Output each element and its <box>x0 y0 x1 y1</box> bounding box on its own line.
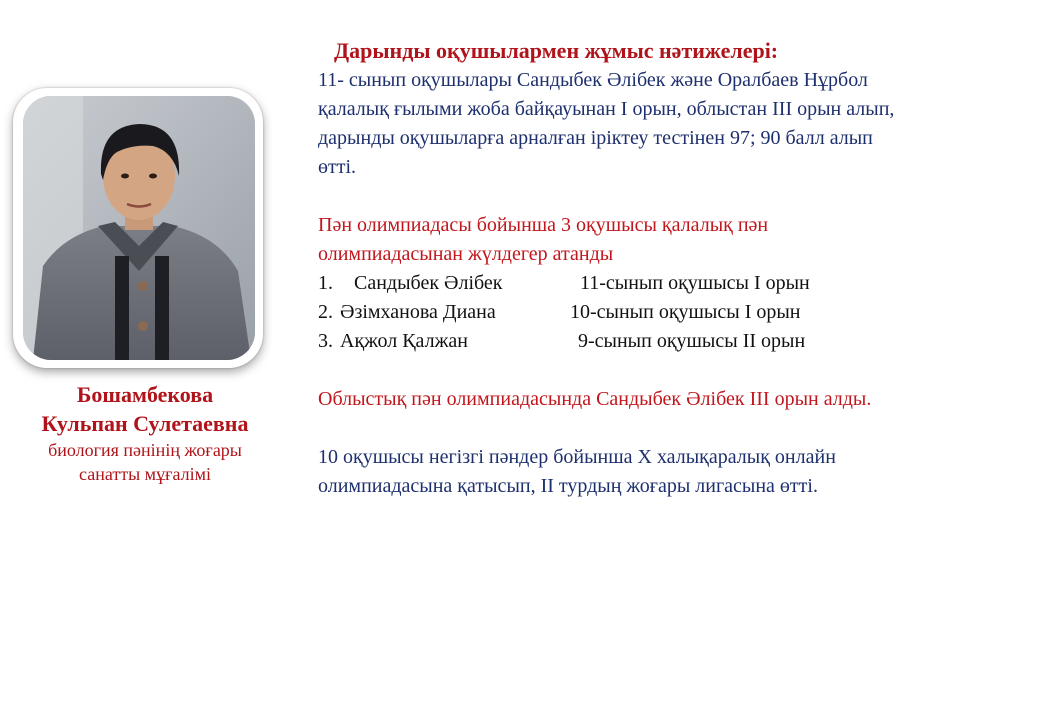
paragraph-line: олимпиадасына қатысып, ІІ турдың жоғары лигасына өтті. <box>318 475 818 497</box>
list-item <box>318 327 1028 356</box>
teacher-photo <box>23 96 255 360</box>
winner-number: 2. <box>318 301 333 323</box>
paragraph-line: 10 оқушысы негізгі пәндер бойынша Х халықаралық онлайн <box>318 446 836 468</box>
teacher-role-line1: биология пәнінің жоғары <box>48 440 242 460</box>
paragraph-research-results <box>318 66 1028 182</box>
paragraph-olympiad-intro <box>318 211 1028 269</box>
winner-name: Әзімханова Диана <box>340 301 496 323</box>
winner-number: 1. <box>318 272 333 294</box>
paragraph-regional-olympiad: Облыстық пән олимпиадасында Сандыбек Әлібек ІІІ орын алды. <box>318 388 872 410</box>
results-content <box>318 36 1028 501</box>
teacher-photo-frame <box>13 88 263 368</box>
winner-result: 9-сынып оқушысы ІІ орын <box>578 330 806 352</box>
winner-name: Ақжол Қалжан <box>340 330 468 352</box>
winner-name: Сандыбек Әлібек <box>354 272 503 294</box>
paragraph-line: қалалық ғылыми жоба байқауынан І орын, облыстан ІІІ орын алып, <box>318 98 895 120</box>
list-item <box>318 298 1028 327</box>
teacher-role-line2: санатты мұғалімі <box>79 464 211 484</box>
teacher-caption <box>0 380 290 486</box>
paragraph-line: өтті. <box>318 156 357 178</box>
spacer <box>318 356 1028 385</box>
paragraph-line: Пән олимпиадасы бойынша 3 оқушысы қалалық пән <box>318 214 769 236</box>
winner-result: 10-сынып оқушысы І орын <box>570 301 801 323</box>
teacher-name-line1: Бошамбекова <box>76 382 214 407</box>
paragraph-line: олимпиадасынан жүлдегер атанды <box>318 243 614 265</box>
winner-result: 11-сынып оқушысы І орын <box>580 272 810 294</box>
spacer <box>318 414 1028 443</box>
page-title: Дарынды оқушылармен жұмыс нәтижелері: <box>334 38 779 63</box>
list-item <box>318 269 1028 298</box>
paragraph-line: дарынды оқушыларға арналған іріктеу тестінен 97; 90 балл алып <box>318 127 873 149</box>
teacher-name-line2: Кульпан Сулетаевна <box>41 411 249 436</box>
winners-list <box>318 269 1028 356</box>
paragraph-line: 11- сынып оқушылары Сандыбек Әлібек және Оралбаев Нұрбол <box>318 69 868 91</box>
paragraph-international-olympiad <box>318 443 1028 501</box>
teacher-portrait-image <box>23 96 255 360</box>
winner-number: 3. <box>318 330 333 352</box>
spacer <box>318 182 1028 211</box>
